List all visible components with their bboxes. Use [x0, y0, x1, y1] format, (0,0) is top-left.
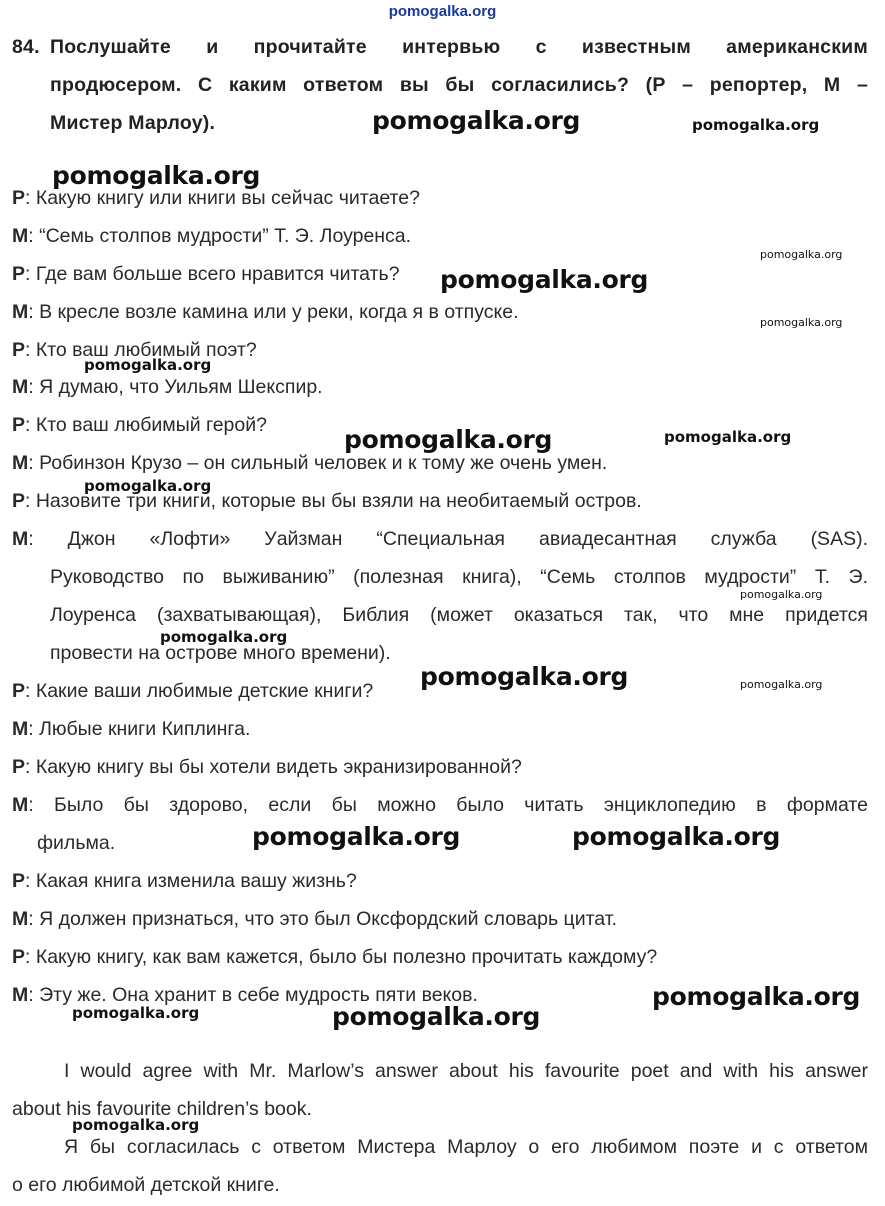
task-line-3: Мистер Марлоу).: [50, 112, 216, 134]
speaker: М: [12, 908, 29, 930]
dialogue-text: : Какую книгу или книги вы сейчас читаете?: [25, 187, 420, 209]
watermark-tiny: pomogalka.org: [740, 588, 823, 601]
answer-en-line-2: about his favourite children’s book.: [12, 1098, 312, 1120]
watermark-small: pomogalka.org: [160, 628, 288, 646]
speaker: М: [12, 452, 29, 474]
watermark-large: pomogalka.org: [440, 265, 649, 294]
dialogue-text: : Назовите три книги, которые вы бы взяли на необитаемый остров.: [25, 490, 642, 512]
watermark-tiny: pomogalka.org: [760, 248, 843, 261]
speaker: М: [12, 984, 29, 1006]
dialogue-line-12: [12, 718, 250, 741]
dialogue-text: : Я должен признаться, что это был Оксфордский словарь цитат.: [28, 908, 617, 930]
watermark-small: pomogalka.org: [692, 116, 820, 134]
dialogue-text: : Какая книга изменила вашу жизнь?: [25, 870, 357, 892]
dialogue-text: : Я думаю, что Уильям Шекспир.: [28, 376, 323, 398]
watermark-large: pomogalka.org: [252, 822, 461, 851]
watermark-small: pomogalka.org: [84, 477, 212, 495]
task-line-2: продюсером. С каким ответом вы бы согласились? (Р – репортер, М –: [50, 74, 868, 96]
dialogue-text: : Какие ваши любимые детские книги?: [25, 680, 374, 702]
dialogue-text: : В кресле возле камина или у реки, когда я в отпуске.: [28, 301, 519, 323]
speaker: Р: [12, 870, 26, 892]
watermark-small: pomogalka.org: [72, 1116, 200, 1134]
speaker: Р: [12, 680, 26, 702]
dialogue-line-11: [12, 680, 373, 703]
watermark-small: pomogalka.org: [664, 428, 792, 446]
dialogue-line-10: [12, 528, 868, 551]
dialogue-text: : Было бы здорово, если бы можно было читать энциклопедию в формате: [28, 794, 868, 816]
dialogue-continuation: Руководство по выживанию” (полезная книга), “Семь столпов мудрости” Т. Э.: [50, 566, 868, 588]
dialogue-text: : Кто ваш любимый поэт?: [25, 339, 257, 361]
task-number: 84.: [12, 36, 40, 58]
dialogue-line-2: [12, 225, 411, 248]
dialogue-continuation: провести на острове много времени).: [50, 642, 391, 664]
dialogue-line-6: [12, 376, 323, 399]
answer-ru-line-2: о его любимой детской книге.: [12, 1174, 280, 1196]
dialogue-line-15: [12, 870, 357, 893]
answer-en-line-1: I would agree with Mr. Marlow’s answer about his favourite poet and with his answer: [64, 1060, 868, 1082]
dialogue-line-17: [12, 946, 657, 969]
speaker: Р: [12, 187, 26, 209]
watermark-large: pomogalka.org: [344, 425, 553, 454]
watermark-large: pomogalka.org: [420, 662, 629, 691]
dialogue-continuation: фильма.: [37, 832, 116, 854]
speaker: М: [12, 376, 29, 398]
dialogue-text: : Какую книгу вы бы хотели видеть экранизированной?: [25, 756, 522, 778]
speaker: Р: [12, 756, 26, 778]
dialogue-text: : Какую книгу, как вам кажется, было бы полезно прочитать каждому?: [25, 946, 658, 968]
speaker: Р: [12, 946, 26, 968]
answer-ru-line-1: Я бы согласилась с ответом Мистера Марлоу о его любимом поэте и с ответом: [64, 1136, 868, 1158]
watermark-small: pomogalka.org: [84, 356, 212, 374]
dialogue-text: : “Семь столпов мудрости” Т. Э. Лоуренса.: [28, 225, 412, 247]
speaker: Р: [12, 414, 26, 436]
speaker: М: [12, 225, 29, 247]
task-line-1: Послушайте и прочитайте интервью с известным американским: [50, 36, 868, 58]
watermark-large: pomogalka.org: [652, 982, 861, 1011]
dialogue-text: : Робинзон Крузо – он сильный человек и к тому же очень умен.: [28, 452, 608, 474]
speaker: М: [12, 718, 29, 740]
dialogue-line-16: [12, 908, 617, 931]
watermark-tiny: pomogalka.org: [760, 316, 843, 329]
speaker: Р: [12, 490, 26, 512]
dialogue-line-8: [12, 452, 607, 475]
watermark-large: pomogalka.org: [332, 1002, 541, 1031]
speaker: М: [12, 794, 29, 816]
dialogue-text: : Кто ваш любимый герой?: [25, 414, 267, 436]
dialogue-text: : Где вам больше всего нравится читать?: [25, 263, 400, 285]
dialogue-text: : Джон «Лофти» Уайзман “Специальная авиадесантная служба (SAS).: [28, 528, 868, 550]
dialogue-text: : Эту же. Она хранит в себе мудрость пяти веков.: [28, 984, 478, 1006]
watermark-large: pomogalka.org: [372, 106, 581, 135]
top-watermark: pomogalka.org: [388, 3, 497, 20]
speaker: М: [12, 528, 29, 550]
dialogue-line-7: [12, 414, 267, 437]
dialogue-text: : Любые книги Киплинга.: [28, 718, 251, 740]
watermark-large: pomogalka.org: [572, 822, 781, 851]
watermark-large: pomogalka.org: [52, 161, 261, 190]
speaker: М: [12, 301, 29, 323]
dialogue-line-4: [12, 301, 519, 324]
dialogue-line-1: [12, 187, 420, 210]
dialogue-line-3: [12, 263, 400, 286]
watermark-tiny: pomogalka.org: [740, 678, 823, 691]
speaker: Р: [12, 263, 26, 285]
dialogue-line-14: [12, 794, 868, 817]
dialogue-line-13: [12, 756, 522, 779]
watermark-small: pomogalka.org: [72, 1004, 200, 1022]
speaker: Р: [12, 339, 26, 361]
dialogue-continuation: Лоуренса (захватывающая), Библия (может оказаться так, что мне придется: [50, 604, 868, 626]
